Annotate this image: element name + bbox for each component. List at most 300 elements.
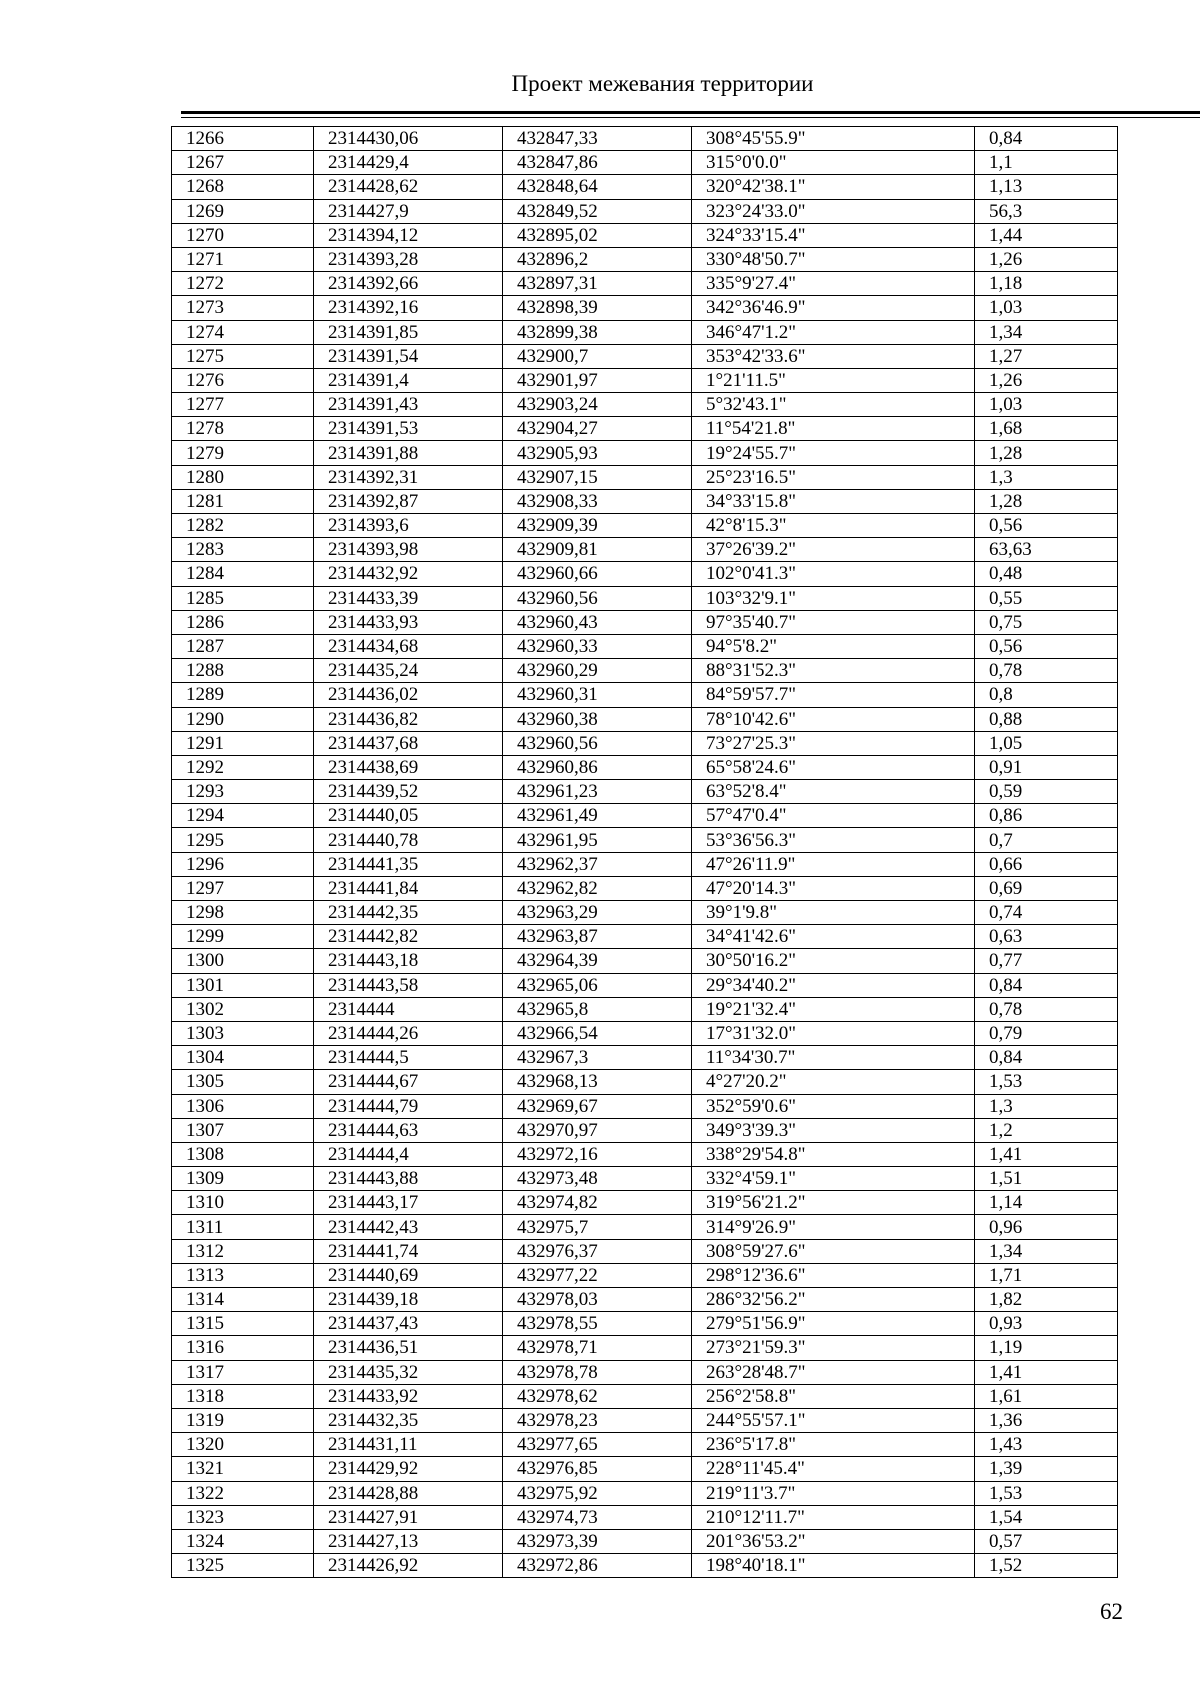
direction-angle-cell: 335°9'27.4" [692, 272, 975, 296]
y-coordinate-cell: 432960,66 [503, 562, 692, 586]
x-coordinate-cell: 2314442,35 [314, 901, 503, 925]
table-row [172, 151, 1118, 175]
distance-cell: 1,03 [975, 393, 1118, 417]
direction-angle-cell: 210°12'11.7" [692, 1505, 975, 1529]
y-coordinate-cell: 432964,39 [503, 949, 692, 973]
y-coordinate-cell: 432976,85 [503, 1457, 692, 1481]
table-row [172, 1094, 1118, 1118]
x-coordinate-cell: 2314391,4 [314, 368, 503, 392]
x-coordinate-cell: 2314440,69 [314, 1263, 503, 1287]
coordinates-table [171, 126, 1118, 1578]
direction-angle-cell: 353°42'33.6" [692, 344, 975, 368]
x-coordinate-cell: 2314436,02 [314, 683, 503, 707]
direction-angle-cell: 346°47'1.2" [692, 320, 975, 344]
point-number-cell: 1305 [172, 1070, 314, 1094]
direction-angle-cell: 330°48'50.7" [692, 247, 975, 271]
table-row [172, 1239, 1118, 1263]
x-coordinate-cell: 2314392,31 [314, 465, 503, 489]
table-row [172, 199, 1118, 223]
distance-cell: 0,96 [975, 1215, 1118, 1239]
y-coordinate-cell: 432904,27 [503, 417, 692, 441]
distance-cell: 1,05 [975, 731, 1118, 755]
x-coordinate-cell: 2314444,67 [314, 1070, 503, 1094]
x-coordinate-cell: 2314444,63 [314, 1118, 503, 1142]
distance-cell: 1,18 [975, 272, 1118, 296]
table-row [172, 973, 1118, 997]
distance-cell: 0,66 [975, 852, 1118, 876]
y-coordinate-cell: 432908,33 [503, 489, 692, 513]
distance-cell: 1,54 [975, 1505, 1118, 1529]
point-number-cell: 1318 [172, 1384, 314, 1408]
direction-angle-cell: 332°4'59.1" [692, 1167, 975, 1191]
distance-cell: 0,78 [975, 659, 1118, 683]
table-row [172, 393, 1118, 417]
y-coordinate-cell: 432963,87 [503, 925, 692, 949]
x-coordinate-cell: 2314428,62 [314, 175, 503, 199]
y-coordinate-cell: 432972,16 [503, 1142, 692, 1166]
distance-cell: 1,26 [975, 247, 1118, 271]
x-coordinate-cell: 2314443,88 [314, 1167, 503, 1191]
direction-angle-cell: 39°1'9.8" [692, 901, 975, 925]
point-number-cell: 1296 [172, 852, 314, 876]
y-coordinate-cell: 432978,62 [503, 1384, 692, 1408]
table-row [172, 320, 1118, 344]
point-number-cell: 1288 [172, 659, 314, 683]
y-coordinate-cell: 432977,22 [503, 1263, 692, 1287]
distance-cell: 0,78 [975, 997, 1118, 1021]
table-row [172, 634, 1118, 658]
distance-cell: 0,56 [975, 514, 1118, 538]
distance-cell: 1,34 [975, 320, 1118, 344]
table-row [172, 1118, 1118, 1142]
x-coordinate-cell: 2314427,91 [314, 1505, 503, 1529]
point-number-cell: 1313 [172, 1263, 314, 1287]
point-number-cell: 1323 [172, 1505, 314, 1529]
distance-cell: 1,51 [975, 1167, 1118, 1191]
direction-angle-cell: 29°34'40.2" [692, 973, 975, 997]
table-row [172, 852, 1118, 876]
x-coordinate-cell: 2314435,24 [314, 659, 503, 683]
y-coordinate-cell: 432965,06 [503, 973, 692, 997]
y-coordinate-cell: 432968,13 [503, 1070, 692, 1094]
distance-cell: 1,14 [975, 1191, 1118, 1215]
y-coordinate-cell: 432899,38 [503, 320, 692, 344]
point-number-cell: 1267 [172, 151, 314, 175]
table-row [172, 1554, 1118, 1578]
x-coordinate-cell: 2314444 [314, 997, 503, 1021]
direction-angle-cell: 5°32'43.1" [692, 393, 975, 417]
distance-cell: 0,48 [975, 562, 1118, 586]
y-coordinate-cell: 432969,67 [503, 1094, 692, 1118]
y-coordinate-cell: 432847,86 [503, 151, 692, 175]
x-coordinate-cell: 2314427,9 [314, 199, 503, 223]
table-row [172, 659, 1118, 683]
y-coordinate-cell: 432960,29 [503, 659, 692, 683]
distance-cell: 0,59 [975, 780, 1118, 804]
table-row [172, 272, 1118, 296]
point-number-cell: 1287 [172, 634, 314, 658]
x-coordinate-cell: 2314435,32 [314, 1360, 503, 1384]
table-row [172, 949, 1118, 973]
direction-angle-cell: 308°45'55.9" [692, 127, 975, 151]
distance-cell: 1,03 [975, 296, 1118, 320]
direction-angle-cell: 314°9'26.9" [692, 1215, 975, 1239]
x-coordinate-cell: 2314444,26 [314, 1021, 503, 1045]
direction-angle-cell: 11°34'30.7" [692, 1046, 975, 1070]
point-number-cell: 1320 [172, 1433, 314, 1457]
x-coordinate-cell: 2314430,06 [314, 127, 503, 151]
table-row [172, 1481, 1118, 1505]
y-coordinate-cell: 432976,37 [503, 1239, 692, 1263]
x-coordinate-cell: 2314432,35 [314, 1408, 503, 1432]
distance-cell: 0,7 [975, 828, 1118, 852]
x-coordinate-cell: 2314443,58 [314, 973, 503, 997]
distance-cell: 0,57 [975, 1529, 1118, 1553]
distance-cell: 63,63 [975, 538, 1118, 562]
point-number-cell: 1277 [172, 393, 314, 417]
y-coordinate-cell: 432978,23 [503, 1408, 692, 1432]
y-coordinate-cell: 432847,33 [503, 127, 692, 151]
x-coordinate-cell: 2314439,18 [314, 1288, 503, 1312]
distance-cell: 0,63 [975, 925, 1118, 949]
direction-angle-cell: 73°27'25.3" [692, 731, 975, 755]
x-coordinate-cell: 2314432,92 [314, 562, 503, 586]
point-number-cell: 1289 [172, 683, 314, 707]
y-coordinate-cell: 432978,71 [503, 1336, 692, 1360]
distance-cell: 1,82 [975, 1288, 1118, 1312]
x-coordinate-cell: 2314434,68 [314, 634, 503, 658]
table-row [172, 562, 1118, 586]
y-coordinate-cell: 432977,65 [503, 1433, 692, 1457]
distance-cell: 1,53 [975, 1481, 1118, 1505]
direction-angle-cell: 102°0'41.3" [692, 562, 975, 586]
point-number-cell: 1283 [172, 538, 314, 562]
table-row [172, 368, 1118, 392]
table-row [172, 223, 1118, 247]
distance-cell: 1,71 [975, 1263, 1118, 1287]
y-coordinate-cell: 432960,31 [503, 683, 692, 707]
point-number-cell: 1310 [172, 1191, 314, 1215]
point-number-cell: 1321 [172, 1457, 314, 1481]
direction-angle-cell: 53°36'56.3" [692, 828, 975, 852]
point-number-cell: 1308 [172, 1142, 314, 1166]
table-row [172, 1046, 1118, 1070]
direction-angle-cell: 78°10'42.6" [692, 707, 975, 731]
point-number-cell: 1324 [172, 1529, 314, 1553]
direction-angle-cell: 47°26'11.9" [692, 852, 975, 876]
table-row [172, 1191, 1118, 1215]
direction-angle-cell: 4°27'20.2" [692, 1070, 975, 1094]
y-coordinate-cell: 432967,3 [503, 1046, 692, 1070]
distance-cell: 1,53 [975, 1070, 1118, 1094]
table-row [172, 1215, 1118, 1239]
direction-angle-cell: 47°20'14.3" [692, 876, 975, 900]
y-coordinate-cell: 432961,23 [503, 780, 692, 804]
direction-angle-cell: 94°5'8.2" [692, 634, 975, 658]
y-coordinate-cell: 432978,03 [503, 1288, 692, 1312]
x-coordinate-cell: 2314444,5 [314, 1046, 503, 1070]
point-number-cell: 1306 [172, 1094, 314, 1118]
point-number-cell: 1319 [172, 1408, 314, 1432]
x-coordinate-cell: 2314440,05 [314, 804, 503, 828]
x-coordinate-cell: 2314441,35 [314, 852, 503, 876]
y-coordinate-cell: 432972,86 [503, 1554, 692, 1578]
point-number-cell: 1303 [172, 1021, 314, 1045]
point-number-cell: 1314 [172, 1288, 314, 1312]
point-number-cell: 1307 [172, 1118, 314, 1142]
distance-cell: 1,13 [975, 175, 1118, 199]
header-rule-thin [181, 117, 1200, 118]
point-number-cell: 1286 [172, 610, 314, 634]
distance-cell: 1,28 [975, 441, 1118, 465]
y-coordinate-cell: 432848,64 [503, 175, 692, 199]
table-row [172, 1505, 1118, 1529]
direction-angle-cell: 63°52'8.4" [692, 780, 975, 804]
y-coordinate-cell: 432907,15 [503, 465, 692, 489]
table-row [172, 1263, 1118, 1287]
y-coordinate-cell: 432966,54 [503, 1021, 692, 1045]
table-row [172, 417, 1118, 441]
distance-cell: 0,75 [975, 610, 1118, 634]
direction-angle-cell: 57°47'0.4" [692, 804, 975, 828]
distance-cell: 1,26 [975, 368, 1118, 392]
table-row [172, 1433, 1118, 1457]
table-row [172, 755, 1118, 779]
point-number-cell: 1325 [172, 1554, 314, 1578]
x-coordinate-cell: 2314433,92 [314, 1384, 503, 1408]
direction-angle-cell: 65°58'24.6" [692, 755, 975, 779]
direction-angle-cell: 236°5'17.8" [692, 1433, 975, 1457]
x-coordinate-cell: 2314429,92 [314, 1457, 503, 1481]
distance-cell: 56,3 [975, 199, 1118, 223]
y-coordinate-cell: 432975,92 [503, 1481, 692, 1505]
table-row [172, 901, 1118, 925]
point-number-cell: 1322 [172, 1481, 314, 1505]
point-number-cell: 1315 [172, 1312, 314, 1336]
x-coordinate-cell: 2314444,4 [314, 1142, 503, 1166]
x-coordinate-cell: 2314393,98 [314, 538, 503, 562]
direction-angle-cell: 279°51'56.9" [692, 1312, 975, 1336]
table-row [172, 1167, 1118, 1191]
direction-angle-cell: 201°36'53.2" [692, 1529, 975, 1553]
y-coordinate-cell: 432960,56 [503, 586, 692, 610]
distance-cell: 0,55 [975, 586, 1118, 610]
x-coordinate-cell: 2314443,17 [314, 1191, 503, 1215]
point-number-cell: 1266 [172, 127, 314, 151]
y-coordinate-cell: 432897,31 [503, 272, 692, 296]
distance-cell: 0,91 [975, 755, 1118, 779]
distance-cell: 1,34 [975, 1239, 1118, 1263]
direction-angle-cell: 103°32'9.1" [692, 586, 975, 610]
y-coordinate-cell: 432970,97 [503, 1118, 692, 1142]
y-coordinate-cell: 432973,48 [503, 1167, 692, 1191]
distance-cell: 0,86 [975, 804, 1118, 828]
point-number-cell: 1279 [172, 441, 314, 465]
direction-angle-cell: 308°59'27.6" [692, 1239, 975, 1263]
distance-cell: 0,74 [975, 901, 1118, 925]
direction-angle-cell: 11°54'21.8" [692, 417, 975, 441]
table-row [172, 828, 1118, 852]
table-row [172, 1360, 1118, 1384]
table-row [172, 1384, 1118, 1408]
direction-angle-cell: 198°40'18.1" [692, 1554, 975, 1578]
distance-cell: 1,43 [975, 1433, 1118, 1457]
x-coordinate-cell: 2314440,78 [314, 828, 503, 852]
direction-angle-cell: 349°3'39.3" [692, 1118, 975, 1142]
direction-angle-cell: 298°12'36.6" [692, 1263, 975, 1287]
distance-cell: 1,2 [975, 1118, 1118, 1142]
distance-cell: 1,19 [975, 1336, 1118, 1360]
x-coordinate-cell: 2314431,11 [314, 1433, 503, 1457]
header-rule-thick [181, 111, 1200, 114]
point-number-cell: 1309 [172, 1167, 314, 1191]
point-number-cell: 1293 [172, 780, 314, 804]
page-header-title: Проект межевания территории [511, 71, 814, 96]
distance-cell: 1,41 [975, 1360, 1118, 1384]
x-coordinate-cell: 2314436,82 [314, 707, 503, 731]
y-coordinate-cell: 432974,82 [503, 1191, 692, 1215]
point-number-cell: 1290 [172, 707, 314, 731]
distance-cell: 1,44 [975, 223, 1118, 247]
point-number-cell: 1311 [172, 1215, 314, 1239]
direction-angle-cell: 273°21'59.3" [692, 1336, 975, 1360]
table-row [172, 247, 1118, 271]
direction-angle-cell: 219°11'3.7" [692, 1481, 975, 1505]
table-row [172, 1529, 1118, 1553]
point-number-cell: 1312 [172, 1239, 314, 1263]
y-coordinate-cell: 432973,39 [503, 1529, 692, 1553]
direction-angle-cell: 34°33'15.8" [692, 489, 975, 513]
distance-cell: 0,79 [975, 1021, 1118, 1045]
direction-angle-cell: 320°42'38.1" [692, 175, 975, 199]
table-row [172, 707, 1118, 731]
point-number-cell: 1316 [172, 1336, 314, 1360]
x-coordinate-cell: 2314444,79 [314, 1094, 503, 1118]
table-row [172, 514, 1118, 538]
x-coordinate-cell: 2314392,87 [314, 489, 503, 513]
distance-cell: 0,69 [975, 876, 1118, 900]
y-coordinate-cell: 432896,2 [503, 247, 692, 271]
point-number-cell: 1304 [172, 1046, 314, 1070]
point-number-cell: 1270 [172, 223, 314, 247]
x-coordinate-cell: 2314391,53 [314, 417, 503, 441]
point-number-cell: 1298 [172, 901, 314, 925]
point-number-cell: 1285 [172, 586, 314, 610]
point-number-cell: 1299 [172, 925, 314, 949]
direction-angle-cell: 25°23'16.5" [692, 465, 975, 489]
table-row [172, 780, 1118, 804]
table-row [172, 1288, 1118, 1312]
x-coordinate-cell: 2314428,88 [314, 1481, 503, 1505]
point-number-cell: 1297 [172, 876, 314, 900]
table-row [172, 1070, 1118, 1094]
y-coordinate-cell: 432960,56 [503, 731, 692, 755]
direction-angle-cell: 342°36'46.9" [692, 296, 975, 320]
x-coordinate-cell: 2314441,74 [314, 1239, 503, 1263]
distance-cell: 1,41 [975, 1142, 1118, 1166]
distance-cell: 0,84 [975, 127, 1118, 151]
distance-cell: 0,8 [975, 683, 1118, 707]
distance-cell: 1,28 [975, 489, 1118, 513]
y-coordinate-cell: 432895,02 [503, 223, 692, 247]
y-coordinate-cell: 432961,49 [503, 804, 692, 828]
x-coordinate-cell: 2314433,39 [314, 586, 503, 610]
x-coordinate-cell: 2314441,84 [314, 876, 503, 900]
direction-angle-cell: 263°28'48.7" [692, 1360, 975, 1384]
direction-angle-cell: 19°24'55.7" [692, 441, 975, 465]
y-coordinate-cell: 432962,82 [503, 876, 692, 900]
table-row [172, 925, 1118, 949]
direction-angle-cell: 319°56'21.2" [692, 1191, 975, 1215]
x-coordinate-cell: 2314439,52 [314, 780, 503, 804]
table-row [172, 1336, 1118, 1360]
x-coordinate-cell: 2314437,68 [314, 731, 503, 755]
distance-cell: 1,68 [975, 417, 1118, 441]
direction-angle-cell: 30°50'16.2" [692, 949, 975, 973]
y-coordinate-cell: 432978,78 [503, 1360, 692, 1384]
x-coordinate-cell: 2314437,43 [314, 1312, 503, 1336]
y-coordinate-cell: 432965,8 [503, 997, 692, 1021]
point-number-cell: 1295 [172, 828, 314, 852]
x-coordinate-cell: 2314392,16 [314, 296, 503, 320]
table-row [172, 1408, 1118, 1432]
point-number-cell: 1273 [172, 296, 314, 320]
point-number-cell: 1272 [172, 272, 314, 296]
table-row [172, 683, 1118, 707]
table-row [172, 175, 1118, 199]
direction-angle-cell: 37°26'39.2" [692, 538, 975, 562]
y-coordinate-cell: 432960,38 [503, 707, 692, 731]
y-coordinate-cell: 432898,39 [503, 296, 692, 320]
point-number-cell: 1280 [172, 465, 314, 489]
table-row [172, 1021, 1118, 1045]
direction-angle-cell: 34°41'42.6" [692, 925, 975, 949]
y-coordinate-cell: 432960,86 [503, 755, 692, 779]
direction-angle-cell: 324°33'15.4" [692, 223, 975, 247]
direction-angle-cell: 352°59'0.6" [692, 1094, 975, 1118]
table-row [172, 127, 1118, 151]
x-coordinate-cell: 2314442,82 [314, 925, 503, 949]
distance-cell: 0,56 [975, 634, 1118, 658]
table-row [172, 465, 1118, 489]
table-row [172, 489, 1118, 513]
distance-cell: 1,36 [975, 1408, 1118, 1432]
coordinates-table-body [172, 127, 1118, 1578]
y-coordinate-cell: 432960,43 [503, 610, 692, 634]
point-number-cell: 1274 [172, 320, 314, 344]
distance-cell: 0,84 [975, 1046, 1118, 1070]
y-coordinate-cell: 432962,37 [503, 852, 692, 876]
x-coordinate-cell: 2314436,51 [314, 1336, 503, 1360]
y-coordinate-cell: 432975,7 [503, 1215, 692, 1239]
direction-angle-cell: 84°59'57.7" [692, 683, 975, 707]
x-coordinate-cell: 2314429,4 [314, 151, 503, 175]
y-coordinate-cell: 432909,81 [503, 538, 692, 562]
distance-cell: 0,88 [975, 707, 1118, 731]
x-coordinate-cell: 2314392,66 [314, 272, 503, 296]
y-coordinate-cell: 432978,55 [503, 1312, 692, 1336]
x-coordinate-cell: 2314391,43 [314, 393, 503, 417]
table-row [172, 804, 1118, 828]
direction-angle-cell: 256°2'58.8" [692, 1384, 975, 1408]
direction-angle-cell: 244°55'57.1" [692, 1408, 975, 1432]
point-number-cell: 1269 [172, 199, 314, 223]
x-coordinate-cell: 2314442,43 [314, 1215, 503, 1239]
y-coordinate-cell: 432905,93 [503, 441, 692, 465]
table-row [172, 441, 1118, 465]
direction-angle-cell: 338°29'54.8" [692, 1142, 975, 1166]
point-number-cell: 1275 [172, 344, 314, 368]
